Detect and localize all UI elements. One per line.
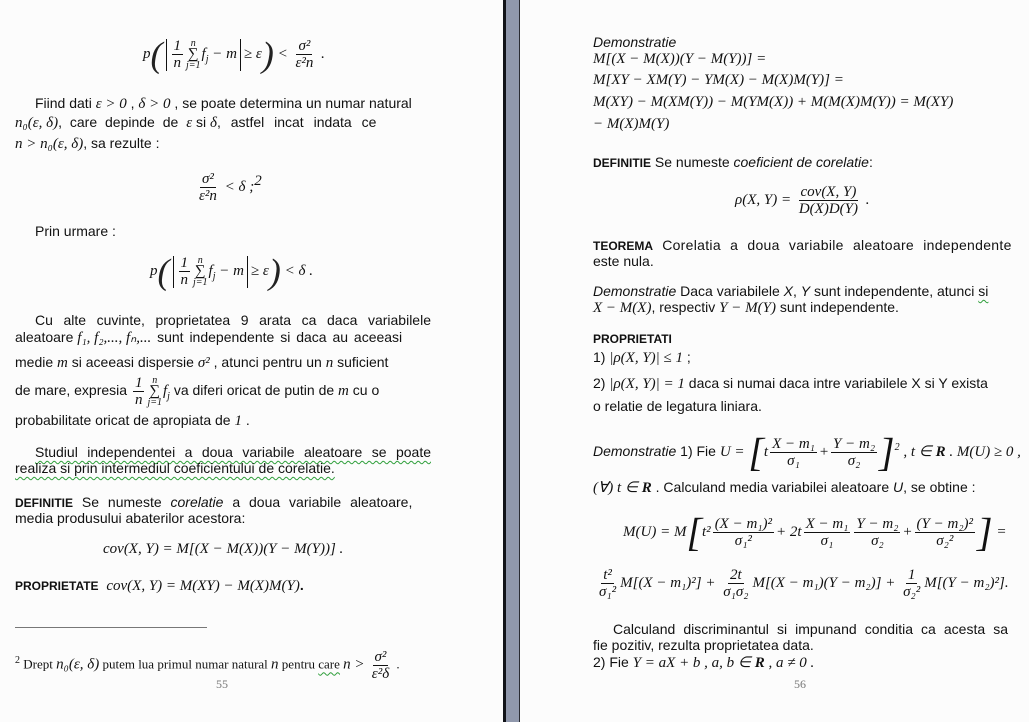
footnote-ref[interactable]: 2 [254, 172, 262, 189]
equation-covariance: cov(X, Y) = M[(X − M(X))(Y − M(Y))] . [103, 541, 344, 557]
page-number: 55 [216, 677, 228, 691]
grammar-flagged-text[interactable]: realiza si prin intermediul coeficientului de corelatie. [15, 460, 335, 476]
paragraph-line: probabilitate oricat de apropiata de 1 . [15, 412, 250, 429]
paragraph-line: de mare, expresia $\frac{1}{n}$ n ∑ j=1 $f_j$ va diferi oricat de putin de m cu o [15, 375, 380, 408]
paragraph-line [15, 460, 335, 477]
page-number: 56 [794, 677, 806, 691]
property-label: PROPRIETATE [15, 579, 99, 593]
paragraph-line: 2) Fie Y = aX + b , a, b ∈ R , a ≠ 0 . [593, 654, 815, 671]
derivation-line: M[(X − M(X))(Y − M(Y))] = [593, 51, 767, 67]
demonstration-line: Demonstratie 1) Fie U = [t $\frac{\text{X − m₁}}{\text{σ₁}}$ + $\frac{\text{Y − m₂}}{\text{σ₂}}$ ]$^2$ , t ∈ R . M(U) ≥ 0 , [593, 429, 1021, 475]
properties-label: PROPRIETATI [593, 332, 672, 346]
definition-label: DEFINITIE [593, 156, 652, 170]
page-gap [506, 0, 519, 722]
equation-expected-u: M(U) = M[t² $\frac{\text{(X − m₁)²}}{\text{σ₁²}}$ + 2t $\frac{\text{X − m₁}}{\text{σ₁}}$ $\frac{\text{Y − m₂}}{\text{σ₂}}$ + $\frac{\text{(Y − m₂)²}}{\text{σ₂²}}$ ] = [623, 509, 1007, 555]
grammar-flagged-text[interactable]: Studiul independentei a doua variabile aleatoare se poate [35, 444, 431, 460]
document-page-left [0, 0, 503, 722]
footnote: $^2$ Drept n₀(ε, δ) putem lua primul numar natural n pentru care n > $\frac{\text{σ²}}{\text{ε²δ}}$ . [15, 649, 400, 682]
equation-correlation-coefficient: ρ(X, Y) = $\frac{\text{cov(X, Y)}}{D(X)D(Y)}$ . [735, 184, 870, 217]
document-page-right [520, 0, 1029, 722]
definition-line: DEFINITIE Se numeste corelatie a doua variabile aleatoare, [15, 494, 413, 510]
demonstration-line: (∀) t ∈ R . Calculand media variabilei aleatoare U, se obtine : [593, 479, 976, 496]
property-item-2-cont: o relatie de legatura liniara. [593, 398, 762, 414]
definition-label: DEFINITIE [15, 496, 74, 510]
definition-line: DEFINITIE Se numeste coeficient de corelatie: [593, 154, 873, 170]
paragraph-line: Fiind dati ε > 0 , δ > 0 , se poate determina un numar natural [35, 95, 412, 112]
derivation-line: − M(X)M(Y) [593, 116, 670, 132]
equation-variance-bound: $\frac{\text{σ²}}{\text{ε²n}}$ < δ ;$^2$ [199, 171, 262, 204]
theorem-label: TEOREMA [593, 239, 653, 253]
derivation-line: M[XY − XM(Y) − YM(X) − M(X)M(Y)] = [593, 72, 844, 88]
property-line: PROPRIETATE cov(X, Y) = M(XY) − M(X)M(Y). [15, 577, 304, 594]
property-item-1: 1) |ρ(X, Y)| ≤ 1 ; [593, 349, 691, 366]
paragraph-line: Calculand discriminantul si impunand conditia ca acesta sa [613, 621, 1008, 637]
equation-expected-u-expanded: $\frac{\text{t²}}{\text{σ₁²}}$ M[(X − m₁)²] + $\frac{2t}{\text{σ₁σ₂}}$ M[(X − m₁)(Y − m₂)] + $\frac{1}{\text{σ₂²}}$ M[(Y − m₂)²]. [599, 567, 1009, 600]
derivation-line: M(XY) − M(XM(Y)) − M(YM(X)) + M(M(X)M(Y)) = M(XY) [593, 94, 954, 110]
definition-line: media produsului abaterilor acestora: [15, 510, 246, 526]
paragraph-line: n > n₀(ε, δ), sa rezulte : [15, 135, 160, 152]
footnote-separator [15, 627, 207, 628]
equation-chebyshev: p( $\frac{1}{n}$ n ∑ j=1 $f_j - m \ge \varepsilon$) < $\frac{\text{σ²}}{\text{ε²n}}$ . [143, 34, 325, 75]
paragraph-line: medie m si aceeasi dispersie σ² , atunci pentru un n suficient [15, 354, 389, 371]
demonstration-title: Demonstratie [593, 34, 677, 50]
spellcheck-flagged-word[interactable]: care [318, 656, 340, 672]
paragraph-line: Prin urmare : [35, 223, 116, 239]
spellcheck-flagged-word[interactable]: si [978, 283, 989, 299]
paragraph-line [35, 444, 431, 461]
paragraph-line: fie pozitiv, rezulta proprietatea data. [593, 637, 814, 653]
demonstration-line: Demonstratie Daca variabilele X, Y sunt independente, atunci si [593, 283, 989, 299]
theorem-line: este nula. [593, 253, 654, 269]
theorem-line: TEOREMA Corelatia a doua variabile aleatoare independente [593, 237, 1012, 253]
property-item-2: 2) |ρ(X, Y)| = 1 daca si numai daca intre variabilele X si Y exista [593, 375, 988, 392]
demonstration-line: X − M(X), respectiv Y − M(Y) sunt independente. [593, 299, 899, 316]
equation-probability-bound: p( $\frac{1}{n}$ n ∑ j=1 $f_j - m \ge \varepsilon) < \delta$ . [150, 251, 313, 292]
paragraph-line: Cu alte cuvinte, proprietatea 9 arata ca daca variabilele [35, 312, 431, 328]
paragraph-line: n₀(ε, δ), care depinde de ε si δ, astfel incat indata ce [15, 114, 377, 131]
paragraph-line: aleatoare f₁, f₂,..., fₙ,... sunt independente si daca au aceeasi [15, 329, 403, 346]
